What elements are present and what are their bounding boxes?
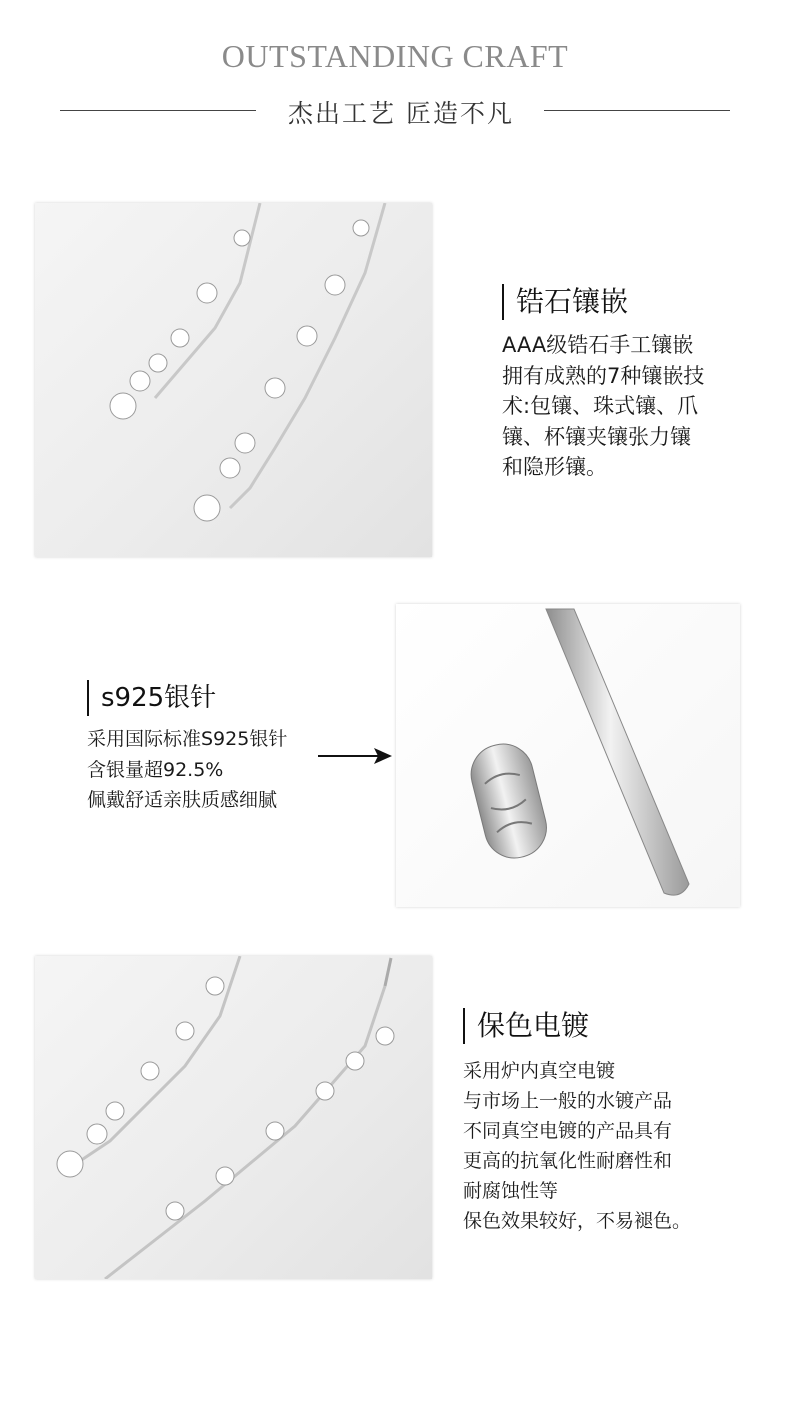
- feature-silver-pin: [87, 680, 287, 816]
- feature-line: 不同真空电镀的产品具有: [463, 1120, 673, 1142]
- feature-line: 和隐形镶。: [502, 455, 607, 479]
- divider-right: [544, 110, 730, 111]
- feature-line: 术:包镶、珠式镶、爪: [502, 394, 699, 418]
- feature-line: 耐腐蚀性等: [463, 1180, 559, 1202]
- product-photo-silver-pin: [396, 604, 740, 907]
- feature-line: 佩戴舒适亲肤质感细腻: [87, 789, 278, 811]
- page-title-cn: 杰出工艺 匠造不凡: [288, 99, 514, 128]
- feature-line: 拥有成熟的7种镶嵌技: [502, 363, 705, 388]
- feature-line: 保色效果较好，不易褪色。: [463, 1210, 692, 1232]
- feature-line: 与市场上一般的水镀产品: [463, 1090, 673, 1112]
- feature-zircon-setting: [502, 284, 704, 483]
- feature-line: 镶、杯镶夹镶张力镶: [502, 424, 691, 449]
- feature-line: 含银量超92.5%: [87, 758, 224, 781]
- feature-line: AAA级锆石手工镶嵌: [502, 333, 694, 357]
- feature-line: 采用炉内真空电镀: [463, 1060, 616, 1082]
- page-title-en: OUTSTANDING CRAFT: [221, 38, 569, 74]
- arrow-right-icon: [318, 746, 392, 766]
- product-photo-plating: [35, 956, 432, 1279]
- feature-title: s925银针: [87, 680, 287, 716]
- feature-title: 保色电镀: [463, 1008, 691, 1044]
- feature-title: 锆石镶嵌: [502, 284, 704, 320]
- feature-line: 更高的抗氧化性耐磨性和: [463, 1150, 673, 1172]
- feature-line: 采用国际标准S925银针: [87, 728, 288, 750]
- product-photo-zircon-setting: [35, 203, 432, 557]
- subtitle-row: [60, 92, 730, 128]
- feature-plating: [463, 1008, 691, 1236]
- divider-left: [60, 110, 256, 111]
